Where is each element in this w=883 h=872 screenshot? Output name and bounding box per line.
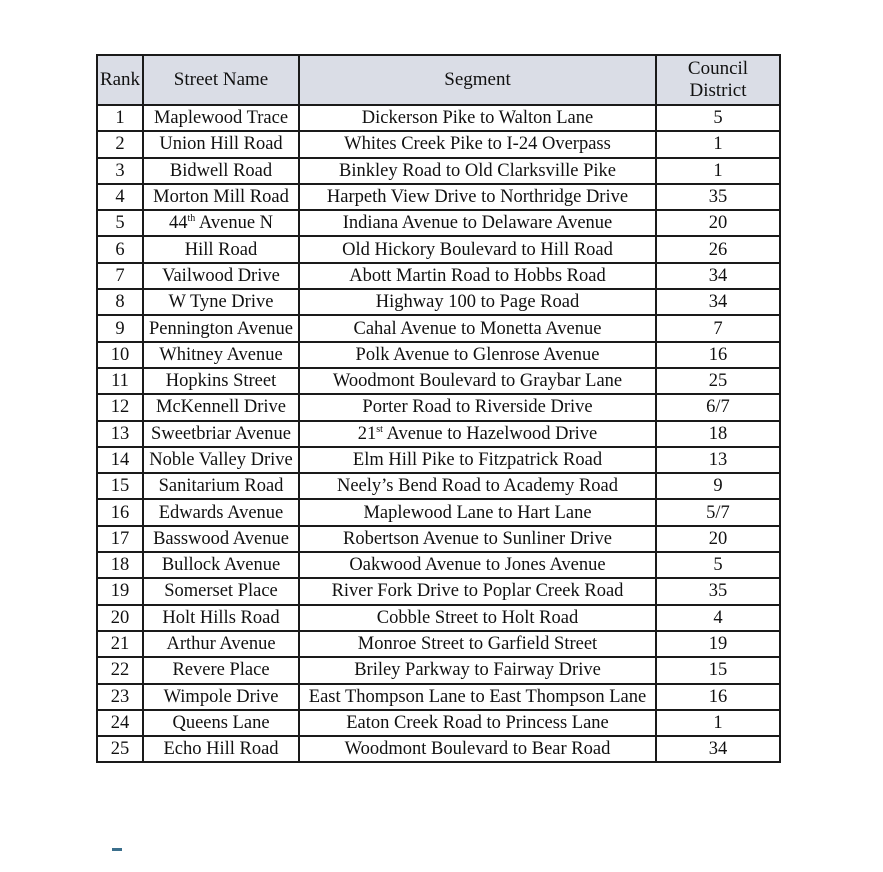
- segment-cell: Polk Avenue to Glenrose Avenue: [299, 342, 656, 368]
- street-ranking-table-container: [96, 54, 781, 763]
- table-row: [97, 578, 780, 604]
- segment-cell-post: Avenue to Hazelwood Drive: [382, 423, 598, 444]
- rank-cell: 4: [97, 184, 143, 210]
- street-name-cell: Sanitarium Road: [143, 473, 299, 499]
- segment-cell: East Thompson Lane to East Thompson Lane: [299, 684, 656, 710]
- council-district-cell: 20: [656, 210, 780, 236]
- table-row: [97, 368, 780, 394]
- rank-cell: 15: [97, 473, 143, 499]
- table-row: [97, 289, 780, 315]
- segment-cell: [299, 421, 656, 447]
- header-council-district-line1: Council: [687, 58, 749, 79]
- council-district-cell: 16: [656, 342, 780, 368]
- table-row: [97, 552, 780, 578]
- street-name-cell: Holt Hills Road: [143, 605, 299, 631]
- table-row: [97, 605, 780, 631]
- street-name-cell: Noble Valley Drive: [143, 447, 299, 473]
- header-rank: Rank: [97, 55, 143, 105]
- street-name-cell: Bidwell Road: [143, 158, 299, 184]
- rank-cell: 16: [97, 499, 143, 525]
- rank-cell: 2: [97, 131, 143, 157]
- street-name-cell: McKennell Drive: [143, 394, 299, 420]
- street-name-cell: Bullock Avenue: [143, 552, 299, 578]
- street-name-cell: Hill Road: [143, 236, 299, 262]
- segment-cell: Briley Parkway to Fairway Drive: [299, 657, 656, 683]
- rank-cell: 8: [97, 289, 143, 315]
- street-name-cell-ordinal-suffix: th: [187, 213, 196, 225]
- street-name-cell: Arthur Avenue: [143, 631, 299, 657]
- table-row: [97, 657, 780, 683]
- rank-cell: 18: [97, 552, 143, 578]
- council-district-cell: 16: [656, 684, 780, 710]
- segment-cell: Oakwood Avenue to Jones Avenue: [299, 552, 656, 578]
- rank-cell: 7: [97, 263, 143, 289]
- decorative-dash: [112, 848, 122, 851]
- table-row: [97, 315, 780, 341]
- header-street-name: Street Name: [143, 55, 299, 105]
- council-district-cell: 34: [656, 736, 780, 762]
- street-name-cell: Somerset Place: [143, 578, 299, 604]
- segment-cell: Monroe Street to Garfield Street: [299, 631, 656, 657]
- rank-cell: 21: [97, 631, 143, 657]
- rank-cell: 13: [97, 421, 143, 447]
- council-district-cell: 34: [656, 289, 780, 315]
- rank-cell: 12: [97, 394, 143, 420]
- street-name-cell-pre: 44: [168, 213, 188, 234]
- council-district-cell: 5: [656, 552, 780, 578]
- table-row: [97, 158, 780, 184]
- table-row: [97, 473, 780, 499]
- street-name-cell: Pennington Avenue: [143, 315, 299, 341]
- segment-cell: Woodmont Boulevard to Graybar Lane: [299, 368, 656, 394]
- table-row: [97, 499, 780, 525]
- council-district-cell: 25: [656, 368, 780, 394]
- street-name-cell: Maplewood Trace: [143, 105, 299, 131]
- table-header: [97, 55, 780, 105]
- rank-cell: 22: [97, 657, 143, 683]
- council-district-cell: 19: [656, 631, 780, 657]
- council-district-cell: 9: [656, 473, 780, 499]
- street-name-cell: [143, 210, 299, 236]
- table-body: [97, 105, 780, 762]
- table-row: [97, 210, 780, 236]
- table-row: [97, 263, 780, 289]
- street-name-cell: Sweetbriar Avenue: [143, 421, 299, 447]
- segment-cell: Old Hickory Boulevard to Hill Road: [299, 236, 656, 262]
- table-row: [97, 526, 780, 552]
- rank-cell: 19: [97, 578, 143, 604]
- segment-cell: Highway 100 to Page Road: [299, 289, 656, 315]
- table-row: [97, 236, 780, 262]
- segment-cell: Woodmont Boulevard to Bear Road: [299, 736, 656, 762]
- segment-cell: Cobble Street to Holt Road: [299, 605, 656, 631]
- street-ranking-table: [96, 54, 781, 763]
- table-row: [97, 421, 780, 447]
- rank-cell: 10: [97, 342, 143, 368]
- header-segment: Segment: [299, 55, 656, 105]
- segment-cell: Whites Creek Pike to I-24 Overpass: [299, 131, 656, 157]
- council-district-cell: 13: [656, 447, 780, 473]
- street-name-cell: Hopkins Street: [143, 368, 299, 394]
- segment-cell-pre: 21: [357, 423, 377, 444]
- segment-cell-ordinal-suffix: st: [376, 423, 383, 435]
- header-council-district-line2: District: [689, 80, 747, 101]
- table-row: [97, 631, 780, 657]
- rank-cell: 14: [97, 447, 143, 473]
- rank-cell: 24: [97, 710, 143, 736]
- street-name-cell: W Tyne Drive: [143, 289, 299, 315]
- header-row: [97, 55, 780, 105]
- table-row: [97, 342, 780, 368]
- rank-cell: 17: [97, 526, 143, 552]
- rank-cell: 5: [97, 210, 143, 236]
- rank-cell: 9: [97, 315, 143, 341]
- street-name-cell: Echo Hill Road: [143, 736, 299, 762]
- table-row: [97, 447, 780, 473]
- council-district-cell: 1: [656, 158, 780, 184]
- council-district-cell: 20: [656, 526, 780, 552]
- council-district-cell: 34: [656, 263, 780, 289]
- segment-cell: Eaton Creek Road to Princess Lane: [299, 710, 656, 736]
- council-district-cell: 7: [656, 315, 780, 341]
- council-district-cell: 15: [656, 657, 780, 683]
- street-name-cell: Revere Place: [143, 657, 299, 683]
- council-district-cell: 26: [656, 236, 780, 262]
- table-row: [97, 684, 780, 710]
- rank-cell: 3: [97, 158, 143, 184]
- table-row: [97, 394, 780, 420]
- rank-cell: 11: [97, 368, 143, 394]
- header-council-district: [656, 55, 780, 105]
- table-row: [97, 105, 780, 131]
- segment-cell: Dickerson Pike to Walton Lane: [299, 105, 656, 131]
- table-row: [97, 710, 780, 736]
- council-district-cell: 5/7: [656, 499, 780, 525]
- rank-cell: 23: [97, 684, 143, 710]
- council-district-cell: 6/7: [656, 394, 780, 420]
- segment-cell: Binkley Road to Old Clarksville Pike: [299, 158, 656, 184]
- street-name-cell: Whitney Avenue: [143, 342, 299, 368]
- segment-cell: Abott Martin Road to Hobbs Road: [299, 263, 656, 289]
- council-district-cell: 4: [656, 605, 780, 631]
- segment-cell: Robertson Avenue to Sunliner Drive: [299, 526, 656, 552]
- street-name-cell: Morton Mill Road: [143, 184, 299, 210]
- segment-cell: Maplewood Lane to Hart Lane: [299, 499, 656, 525]
- council-district-cell: 18: [656, 421, 780, 447]
- rank-cell: 6: [97, 236, 143, 262]
- street-name-cell-post: Avenue N: [195, 213, 274, 234]
- street-name-cell: Wimpole Drive: [143, 684, 299, 710]
- segment-cell: Neely’s Bend Road to Academy Road: [299, 473, 656, 499]
- street-name-cell: Queens Lane: [143, 710, 299, 736]
- street-name-cell: Edwards Avenue: [143, 499, 299, 525]
- street-name-cell: Basswood Avenue: [143, 526, 299, 552]
- table-row: [97, 736, 780, 762]
- table-row: [97, 131, 780, 157]
- rank-cell: 1: [97, 105, 143, 131]
- table-row: [97, 184, 780, 210]
- street-name-cell: Union Hill Road: [143, 131, 299, 157]
- street-name-cell: Vailwood Drive: [143, 263, 299, 289]
- council-district-cell: 1: [656, 710, 780, 736]
- council-district-cell: 1: [656, 131, 780, 157]
- segment-cell: Elm Hill Pike to Fitzpatrick Road: [299, 447, 656, 473]
- council-district-cell: 35: [656, 578, 780, 604]
- segment-cell: Cahal Avenue to Monetta Avenue: [299, 315, 656, 341]
- segment-cell: Harpeth View Drive to Northridge Drive: [299, 184, 656, 210]
- rank-cell: 20: [97, 605, 143, 631]
- segment-cell: Indiana Avenue to Delaware Avenue: [299, 210, 656, 236]
- segment-cell: River Fork Drive to Poplar Creek Road: [299, 578, 656, 604]
- council-district-cell: 35: [656, 184, 780, 210]
- segment-cell: Porter Road to Riverside Drive: [299, 394, 656, 420]
- council-district-cell: 5: [656, 105, 780, 131]
- rank-cell: 25: [97, 736, 143, 762]
